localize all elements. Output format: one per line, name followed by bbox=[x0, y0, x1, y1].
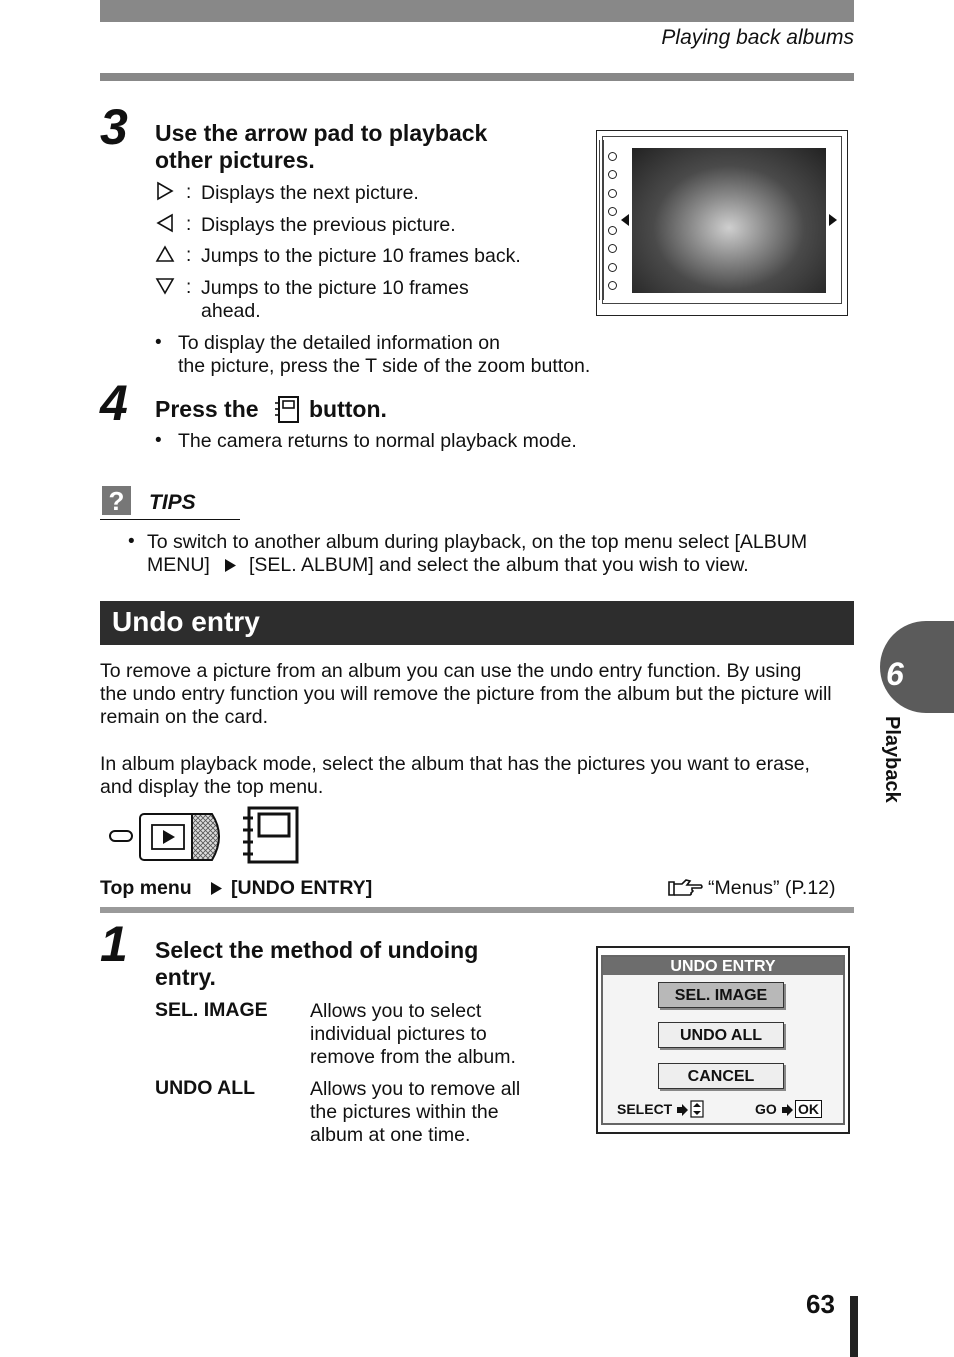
option-term: SEL. IMAGE bbox=[155, 999, 268, 1021]
menu-path-top: Top menu bbox=[100, 877, 192, 899]
ring-icon bbox=[608, 281, 617, 290]
option-desc-line: Allows you to select bbox=[310, 1000, 482, 1022]
step4-note: The camera returns to normal playback mode. bbox=[178, 430, 577, 452]
step-number-1: 1 bbox=[100, 916, 128, 972]
footer-go-label: GO bbox=[755, 1101, 777, 1117]
bullet: • bbox=[155, 332, 162, 353]
album-icon bbox=[241, 806, 299, 869]
section-para1-line2: the undo entry function you will remove the picture from the album but the picture will bbox=[100, 683, 832, 705]
section-para1-line3: remain on the card. bbox=[100, 706, 269, 728]
ring-icon bbox=[608, 263, 617, 272]
tips-line1: To switch to another album during playback, on the top menu select [ALBUM bbox=[147, 531, 808, 553]
step3-heading-line2: other pictures. bbox=[155, 147, 315, 173]
step-number-3: 3 bbox=[100, 99, 128, 155]
album-icon bbox=[274, 396, 300, 428]
section-para2-line2: and display the top menu. bbox=[100, 776, 324, 798]
tips-rule bbox=[100, 519, 240, 520]
section-para2-line1: In album playback mode, select the album that has the pictures you want to erase, bbox=[100, 753, 810, 775]
chapter-number: 6 bbox=[886, 656, 904, 692]
option-term: UNDO ALL bbox=[155, 1077, 256, 1099]
option-desc-line: remove from the album. bbox=[310, 1046, 516, 1068]
step3-item-ahead-line1: Jumps to the picture 10 frames bbox=[201, 277, 469, 299]
page-number: 63 bbox=[806, 1289, 835, 1319]
step4-heading-after: button. bbox=[309, 396, 387, 422]
reference-hand-icon bbox=[668, 878, 704, 903]
album-arrow-right-icon bbox=[829, 213, 837, 231]
step-number-4: 4 bbox=[100, 375, 128, 431]
footer-select-label: SELECT bbox=[617, 1101, 673, 1117]
arrow-left-icon bbox=[155, 213, 175, 239]
ring-icon bbox=[608, 226, 617, 235]
colon: : bbox=[186, 277, 192, 298]
arrow-down-icon bbox=[155, 277, 175, 301]
child-photo bbox=[632, 148, 826, 293]
bullet: • bbox=[128, 531, 135, 552]
menu-reference: “Menus” (P.12) bbox=[708, 877, 836, 899]
tips-label: TIPS bbox=[149, 491, 196, 514]
step1-heading-line1: Select the method of undoing bbox=[155, 937, 479, 963]
step3-note-line1: To display the detailed information on bbox=[178, 332, 500, 354]
colon: : bbox=[186, 214, 192, 235]
option-desc-line: Allows you to remove all bbox=[310, 1078, 521, 1100]
ring-icon bbox=[608, 189, 617, 198]
option-desc-line: individual pictures to bbox=[310, 1023, 487, 1045]
question-icon bbox=[102, 486, 131, 520]
ring-icon bbox=[608, 170, 617, 179]
arrow-right-icon bbox=[677, 1103, 688, 1121]
cancel-button[interactable]: CANCEL bbox=[658, 1063, 784, 1089]
undo-all-button[interactable]: UNDO ALL bbox=[658, 1022, 784, 1048]
svg-text:?: ? bbox=[108, 486, 125, 515]
sel-image-button[interactable]: SEL. IMAGE bbox=[658, 982, 784, 1008]
triangle-right-icon bbox=[225, 559, 236, 577]
album-arrow-left-icon bbox=[621, 213, 629, 231]
header-bar bbox=[100, 0, 854, 22]
section-para1-line1: To remove a picture from an album you can use the undo entry function. By using bbox=[100, 660, 802, 682]
arrow-right-icon bbox=[155, 181, 175, 207]
page-edge-bar bbox=[850, 1296, 858, 1357]
option-desc-line: the pictures within the bbox=[310, 1101, 499, 1123]
arrow-up-icon bbox=[155, 245, 175, 269]
up-down-icon bbox=[690, 1100, 704, 1123]
colon: : bbox=[186, 182, 192, 203]
ring-icon bbox=[608, 152, 617, 161]
ok-button-icon: OK bbox=[795, 1100, 822, 1118]
arrow-right-icon bbox=[782, 1103, 793, 1121]
step3-item-ahead-line2: ahead. bbox=[201, 300, 261, 322]
section-header bbox=[100, 601, 854, 645]
menu-path-item: [UNDO ENTRY] bbox=[231, 877, 373, 899]
screen-title: UNDO ENTRY bbox=[603, 957, 843, 975]
step3-heading-line1: Use the arrow pad to playback bbox=[155, 120, 488, 146]
header-title: Playing back albums bbox=[661, 26, 854, 49]
step3-item-back: Jumps to the picture 10 frames back. bbox=[201, 245, 521, 267]
tips-line2-b: [SEL. ALBUM] and select the album that you wish to view. bbox=[249, 554, 749, 576]
tips-line2-a: MENU] bbox=[147, 554, 210, 576]
menu-rule bbox=[100, 907, 854, 913]
option-desc-line: album at one time. bbox=[310, 1124, 471, 1146]
step3-item-previous: Displays the previous picture. bbox=[201, 214, 456, 236]
ring-icon bbox=[608, 244, 617, 253]
header-rule bbox=[100, 73, 854, 81]
bullet: • bbox=[155, 430, 162, 451]
step4-heading-before: Press the bbox=[155, 396, 259, 422]
triangle-right-icon bbox=[211, 882, 222, 900]
ring-icon bbox=[608, 207, 617, 216]
mode-dial-playback-icon bbox=[108, 808, 230, 869]
step3-note-line2: the picture, press the T side of the zoom button. bbox=[178, 355, 591, 377]
album-spine bbox=[599, 140, 604, 300]
colon: : bbox=[186, 245, 192, 266]
step1-heading-line2: entry. bbox=[155, 964, 216, 990]
chapter-label: Playback bbox=[881, 716, 903, 803]
step3-item-next: Displays the next picture. bbox=[201, 182, 419, 204]
section-title: Undo entry bbox=[112, 606, 260, 637]
